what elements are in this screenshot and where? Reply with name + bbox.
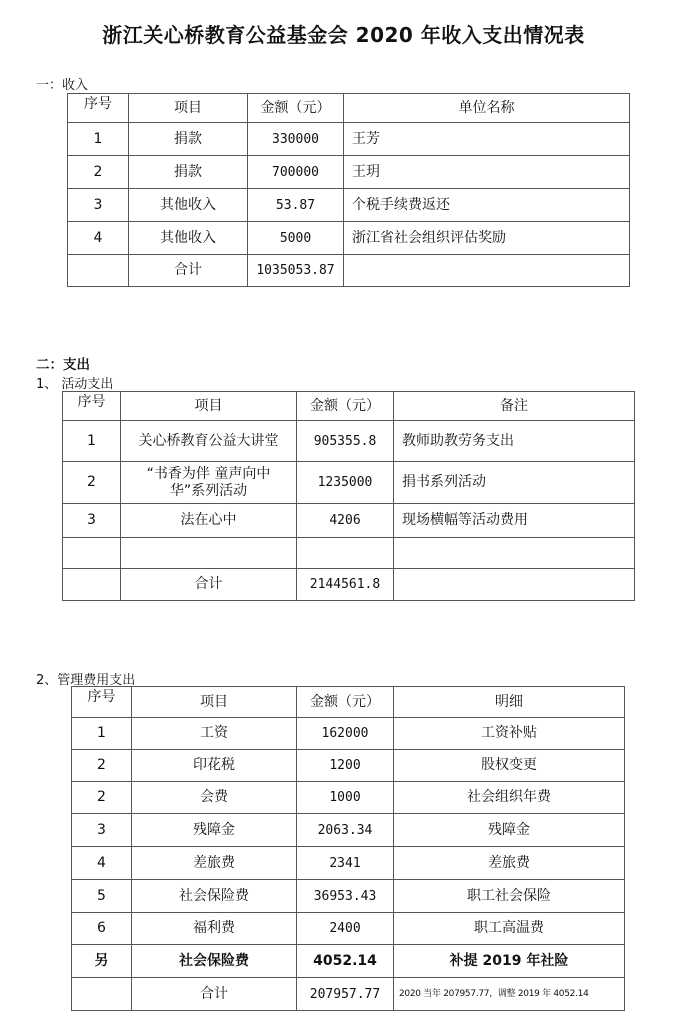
expense-section-label: 二：支出: [36, 357, 90, 373]
row-detail: 差旅费: [394, 847, 625, 880]
total-label: 合计: [121, 569, 297, 601]
row-amount: 1200: [297, 750, 394, 782]
row-no: 2: [72, 782, 132, 814]
extra-amount: 4052.14: [297, 945, 394, 978]
activity-header-note: 备注: [394, 392, 635, 421]
table-row: [68, 156, 630, 189]
row-detail: 职工高温费: [394, 913, 625, 945]
row-amount: 4206: [297, 504, 394, 538]
row-detail: 职工社会保险: [394, 880, 625, 913]
row-no: 6: [72, 913, 132, 945]
row-no: 2: [72, 750, 132, 782]
management-total-row: [72, 978, 625, 1011]
row-amount: 53.87: [248, 189, 344, 222]
management-header-detail: 明细: [394, 687, 625, 718]
table-row: [72, 750, 625, 782]
row-item: 印花税: [132, 750, 297, 782]
row-note: 捐书系列活动: [394, 462, 635, 504]
row-unit: 浙江省社会组织评估奖励: [344, 222, 630, 255]
row-no: 1: [68, 123, 129, 156]
row-item: 关心桥教育公益大讲堂: [121, 421, 297, 462]
row-amount: 1235000: [297, 462, 394, 504]
row-unit: 王玥: [344, 156, 630, 189]
row-amount: 700000: [248, 156, 344, 189]
total-amount: 1035053.87: [248, 255, 344, 287]
total-no: [63, 569, 121, 601]
table-row: [68, 222, 630, 255]
row-amount: 162000: [297, 718, 394, 750]
row-item: 福利费: [132, 913, 297, 945]
row-item: 会费: [132, 782, 297, 814]
management-header-amount: 金额（元）: [297, 687, 394, 718]
income-total-row: [68, 255, 630, 287]
extra-item: 社会保险费: [132, 945, 297, 978]
table-row: [72, 718, 625, 750]
row-detail: 社会组织年费: [394, 782, 625, 814]
row-item: 其他收入: [129, 189, 248, 222]
activity-total-row: [63, 569, 635, 601]
table-row: [72, 880, 625, 913]
income-header-row: [68, 94, 630, 123]
extra-no: 另: [72, 945, 132, 978]
row-no: 5: [72, 880, 132, 913]
row-item: 法在心中: [121, 504, 297, 538]
income-table: [67, 93, 630, 287]
row-item: 捐款: [129, 123, 248, 156]
row-unit: 个税手续费返还: [344, 189, 630, 222]
row-amount: 330000: [248, 123, 344, 156]
row-no: 2: [68, 156, 129, 189]
row-item: 差旅费: [132, 847, 297, 880]
document-title: 浙江关心桥教育公益基金会 2020 年收入支出情况表: [102, 23, 585, 47]
row-no: 2: [63, 462, 121, 504]
row-unit: 王芳: [344, 123, 630, 156]
management-extra-row: [72, 945, 625, 978]
total-amount: 2144561.8: [297, 569, 394, 601]
total-amount: 207957.77: [297, 978, 394, 1011]
empty-row: [63, 538, 635, 569]
activity-sub-label: 1、 活动支出: [36, 377, 114, 392]
management-header-row: [72, 687, 625, 718]
table-row: [68, 189, 630, 222]
row-amount: 2063.34: [297, 814, 394, 847]
row-item: 残障金: [132, 814, 297, 847]
row-amount: 5000: [248, 222, 344, 255]
row-amount: 1000: [297, 782, 394, 814]
total-note: 2020 当年 207957.77，调整 2019 年 4052.14: [394, 978, 625, 1011]
row-no: 4: [72, 847, 132, 880]
total-no: [68, 255, 129, 287]
total-label: 合计: [132, 978, 297, 1011]
row-detail: 残障金: [394, 814, 625, 847]
row-note: 教师助教劳务支出: [394, 421, 635, 462]
activity-table: [62, 391, 635, 601]
income-header-amount: 金额（元）: [248, 94, 344, 123]
management-table: [71, 686, 625, 1011]
table-row: [72, 814, 625, 847]
income-section-label: 一：收入: [36, 78, 89, 93]
table-row: [72, 782, 625, 814]
activity-header-item: 项目: [121, 392, 297, 421]
table-row: [63, 421, 635, 462]
row-no: 1: [72, 718, 132, 750]
activity-header-amount: 金额（元）: [297, 392, 394, 421]
row-note: 现场横幅等活动费用: [394, 504, 635, 538]
management-header-no: 序号: [72, 687, 132, 718]
row-item: 社会保险费: [132, 880, 297, 913]
activity-header-row: [63, 392, 635, 421]
row-no: 3: [63, 504, 121, 538]
table-row: [72, 847, 625, 880]
extra-detail: 补提 2019 年社险: [394, 945, 625, 978]
total-note: [394, 569, 635, 601]
row-item: 工资: [132, 718, 297, 750]
table-row: [63, 462, 635, 504]
row-item: 捐款: [129, 156, 248, 189]
row-detail: 股权变更: [394, 750, 625, 782]
management-header-item: 项目: [132, 687, 297, 718]
row-amount: 2400: [297, 913, 394, 945]
table-row: [63, 504, 635, 538]
total-unit: [344, 255, 630, 287]
activity-header-no: 序号: [63, 392, 121, 421]
total-label: 合计: [129, 255, 248, 287]
table-row: [72, 913, 625, 945]
income-header-no: 序号: [68, 94, 129, 123]
row-no: 3: [72, 814, 132, 847]
row-no: 1: [63, 421, 121, 462]
management-sub-label: 2、管理费用支出: [36, 673, 136, 688]
row-no: 3: [68, 189, 129, 222]
table-row: [68, 123, 630, 156]
row-amount: 905355.8: [297, 421, 394, 462]
income-header-unit: 单位名称: [344, 94, 630, 123]
row-detail: 工资补贴: [394, 718, 625, 750]
row-item: 其他收入: [129, 222, 248, 255]
total-no: [72, 978, 132, 1011]
income-header-item: 项目: [129, 94, 248, 123]
row-amount: 2341: [297, 847, 394, 880]
row-amount: 36953.43: [297, 880, 394, 913]
row-no: 4: [68, 222, 129, 255]
row-item: “书香为伴 童声向中华”系列活动: [121, 462, 297, 504]
